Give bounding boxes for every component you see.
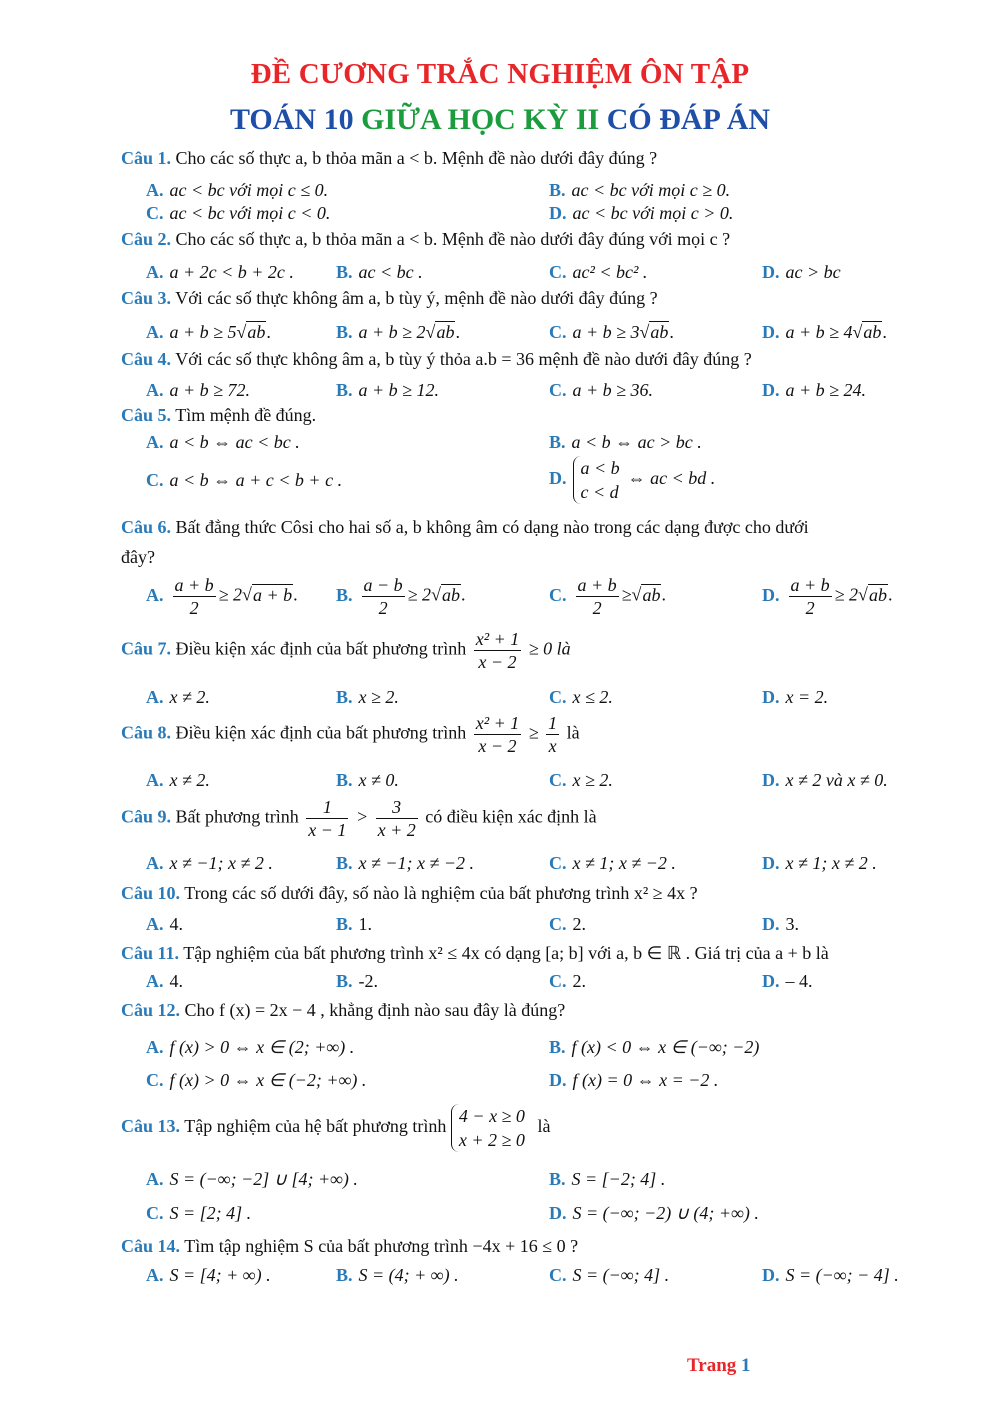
question-text: Tập nghiệm của bất phương trình x² ≤ 4x có dạng [a; b] với a, b ∈ ℝ . Giá trị của a + b là — [183, 943, 829, 963]
question-text: Bất đẳng thức Côsi cho hai số a, b không âm có dạng nào trong các dạng được cho dưới — [175, 517, 809, 537]
options-row — [0, 203, 1000, 227]
question-6-continued: đây? — [121, 547, 155, 567]
option-b[interactable]: B. x ≥ 2. — [336, 687, 399, 707]
question-text: Điều kiện xác định của bất phương trình — [175, 722, 467, 743]
question-2 — [121, 228, 951, 250]
options-row — [0, 380, 1000, 404]
option-b[interactable]: B. x ≠ −1; x ≠ −2 . — [336, 853, 475, 873]
option-d[interactable]: D. ac > bc — [762, 262, 841, 282]
option-c[interactable]: C. x ≤ 2. — [549, 687, 613, 707]
question-text: Cho các số thực a, b thỏa mãn a < b. Mệnh đề nào dưới đây đúng với mọi c ? — [175, 229, 731, 249]
question-text: Với các số thực không âm a, b tùy ý thỏa a.b = 36 mệnh đề nào dưới đây đúng ? — [175, 349, 752, 369]
title-part-1: TOÁN 10 — [229, 103, 362, 136]
question-12 — [121, 999, 951, 1021]
question-9: Câu 9. Bất phương trình $\frac{1}{x - 1}$ > $\frac{3}{x + 2}$ có điều kiện xác định là — [121, 797, 597, 840]
option-c[interactable]: C. a + b ≥ 36. — [549, 380, 654, 400]
option-c[interactable]: C. a + b ≥ 3√ab. — [549, 322, 674, 342]
question-text: Trong các số dưới đây, số nào là nghiệm của bất phương trình x² ≥ 4x ? — [184, 883, 698, 903]
option-d[interactable]: D. x ≠ 2 và x ≠ 0. — [762, 770, 888, 790]
question-label: Câu 14. — [121, 1236, 181, 1256]
options-row — [0, 971, 1000, 995]
question-8: Câu 8. Điều kiện xác định của bất phương trình $\frac{\text{x² + 1}}{x - 2}$ ≥ $\frac{1}{x}$ là — [121, 713, 580, 756]
option-d[interactable]: D. a + b ≥ 4√ab. — [762, 322, 887, 342]
question-6 — [121, 516, 951, 538]
option-a[interactable]: A. a + b ≥ 72. — [146, 380, 251, 400]
option-a[interactable]: A. x ≠ 2. — [146, 687, 210, 707]
question-text: Điều kiện xác định của bất phương trình — [175, 638, 467, 659]
option-c[interactable]: C. 2. — [549, 971, 586, 991]
option-a[interactable]: A. x ≠ 2. — [146, 770, 210, 790]
options-row — [0, 914, 1000, 938]
option-a[interactable]: A. S = [4; + ∞) . — [146, 1265, 271, 1285]
option-b[interactable]: B. a < b ⇔ ac > bc . — [549, 432, 702, 452]
question-label: Câu 2. — [121, 229, 172, 249]
option-d[interactable]: D. – 4. — [762, 971, 813, 991]
option-c[interactable]: C. S = (−∞; 4] . — [549, 1265, 670, 1285]
option-c[interactable]: C. x ≠ 1; x ≠ −2 . — [549, 853, 676, 873]
page-label: Trang — [687, 1355, 742, 1376]
option-b[interactable]: B. S = [−2; 4] . — [549, 1169, 666, 1189]
option-b[interactable]: B. f (x) < 0 ⇔ x ∈ (−∞; −2) — [549, 1037, 760, 1057]
question-text: Tập nghiệm của hệ bất phương trình — [184, 1116, 447, 1137]
option-d[interactable]: D. 3. — [762, 914, 799, 934]
options-row — [0, 1037, 1000, 1061]
title-part-2: GIỮA HỌC KỲ II — [361, 103, 607, 136]
option-d[interactable]: D. a + b ≥ 24. — [762, 380, 867, 400]
options-row — [0, 432, 1000, 456]
option-c[interactable]: C. S = [2; 4] . — [146, 1203, 252, 1223]
option-d[interactable]: D. f (x) = 0 ⇔ x = −2 . — [549, 1070, 719, 1090]
options-row — [0, 322, 1000, 346]
options-row — [0, 1265, 1000, 1289]
question-text: Cho f (x) = 2x − 4 , khẳng định nào sau đây là đúng? — [184, 1000, 566, 1020]
option-a[interactable]: A. $\frac{a + b}{2}$ ≥ 2√a + b. — [146, 575, 298, 618]
options-row — [0, 770, 1000, 794]
question-label: Câu 11. — [121, 943, 180, 963]
title-line-2 — [0, 103, 1000, 137]
system-brace: 4 − x ≥ 0 x + 2 ≥ 0 — [451, 1104, 529, 1152]
option-c[interactable]: C. x ≥ 2. — [549, 770, 613, 790]
question-label: Câu 13. — [121, 1116, 181, 1137]
option-b[interactable]: B. ac < bc . — [336, 262, 423, 282]
option-b[interactable]: B. 1. — [336, 914, 373, 934]
question-label: Câu 4. — [121, 349, 172, 369]
question-3 — [121, 287, 951, 309]
option-c[interactable]: C. ac < bc với mọi c < 0. — [146, 203, 331, 223]
options-row — [0, 262, 1000, 286]
question-text: Tìm mệnh đề đúng. — [175, 405, 317, 425]
question-label: Câu 8. — [121, 722, 172, 743]
question-label: Câu 9. — [121, 806, 172, 827]
option-a[interactable]: A. a < b ⇔ ac < bc . — [146, 432, 300, 452]
options-row — [0, 1203, 1000, 1227]
option-a[interactable]: A. a + 2c < b + 2c . — [146, 262, 294, 282]
option-a[interactable]: A. S = (−∞; −2] ∪ [4; +∞) . — [146, 1169, 358, 1189]
options-row — [0, 180, 1000, 204]
question-4 — [121, 348, 951, 370]
question-label: Câu 1. — [121, 148, 172, 168]
question-label: Câu 12. — [121, 1000, 181, 1020]
options-row — [0, 1070, 1000, 1094]
option-b[interactable]: B. a + b ≥ 12. — [336, 380, 440, 400]
question-text: Cho các số thực a, b thỏa mãn a < b. Mệnh đề nào dưới đây đúng ? — [175, 148, 658, 168]
question-label: Câu 3. — [121, 288, 172, 308]
page-number: 1 — [741, 1355, 751, 1376]
question-label: Câu 10. — [121, 883, 181, 903]
option-d[interactable]: D. S = (−∞; − 4] . — [762, 1265, 899, 1285]
option-a[interactable]: A. f (x) > 0 ⇔ x ∈ (2; +∞) . — [146, 1037, 355, 1057]
options-row — [0, 574, 1000, 624]
system-brace: a < b c < d — [573, 456, 624, 504]
option-b[interactable]: B. $\frac{a - b}{2}$ ≥ 2√ab. — [336, 575, 466, 618]
question-13: Câu 13. Tập nghiệm của hệ bất phương trình 4 − x ≥ 0 x + 2 ≥ 0 là — [121, 1106, 551, 1150]
option-b[interactable]: B. ac < bc với mọi c ≥ 0. — [549, 180, 731, 200]
options-row — [0, 853, 1000, 877]
option-c[interactable]: C. ac² < bc² . — [549, 262, 648, 282]
option-c[interactable]: C. 2. — [549, 914, 586, 934]
option-c[interactable]: C. f (x) > 0 ⇔ x ∈ (−2; +∞) . — [146, 1070, 367, 1090]
options-row — [0, 687, 1000, 711]
option-d[interactable]: D. ac < bc với mọi c > 0. — [549, 203, 734, 223]
option-d[interactable]: D. S = (−∞; −2) ∪ (4; +∞) . — [549, 1203, 759, 1223]
option-d[interactable]: D. $\frac{a + b}{2}$ ≥ 2√ab. — [762, 575, 893, 618]
question-label: Câu 7. — [121, 638, 172, 659]
question-7: Câu 7. Điều kiện xác định của bất phương trình $\frac{\text{x² + 1}}{x - 2}$ ≥ 0 là — [121, 629, 571, 672]
option-b[interactable]: B. a + b ≥ 2√ab. — [336, 322, 460, 342]
question-5 — [121, 404, 951, 426]
title-line-1: ĐỀ CƯƠNG TRẮC NGHIỆM ÔN TẬP — [250, 58, 750, 90]
option-d[interactable]: D. x ≠ 1; x ≠ 2 . — [762, 853, 877, 873]
option-c[interactable]: C. $\frac{a + b}{2}$ ≥√ab. — [549, 575, 666, 618]
option-a[interactable]: A. 4. — [146, 914, 183, 934]
option-c[interactable]: C. a < b ⇔ a + c < b + c . — [146, 470, 343, 490]
question-14 — [121, 1235, 951, 1257]
option-b[interactable]: B. -2. — [336, 971, 379, 991]
question-text: Tìm tập nghiệm S của bất phương trình −4x + 16 ≤ 0 ? — [184, 1236, 579, 1256]
option-a[interactable]: A. 4. — [146, 971, 183, 991]
option-b[interactable]: B. S = (4; + ∞) . — [336, 1265, 459, 1285]
question-text: Với các số thực không âm a, b tùy ý, mệnh đề nào dưới đây đúng ? — [175, 288, 658, 308]
question-10 — [121, 882, 951, 904]
page-footer — [687, 1355, 751, 1377]
option-b[interactable]: B. x ≠ 0. — [336, 770, 399, 790]
question-11 — [121, 942, 951, 964]
question-label: Câu 5. — [121, 405, 172, 425]
question-label: Câu 6. — [121, 517, 172, 537]
option-d[interactable]: D. a < b c < d ⇔ ac < bd . — [549, 458, 716, 502]
option-d[interactable]: D. x = 2. — [762, 687, 829, 707]
option-a[interactable]: A. a + b ≥ 5√ab. — [146, 322, 271, 342]
option-a[interactable]: A. x ≠ −1; x ≠ 2 . — [146, 853, 273, 873]
options-row — [0, 1169, 1000, 1193]
option-a[interactable]: A. ac < bc với mọi c ≤ 0. — [146, 180, 329, 200]
question-1 — [121, 147, 951, 169]
title-part-3: CÓ ĐÁP ÁN — [606, 103, 771, 136]
options-row — [0, 456, 1000, 508]
question-text: Bất phương trình — [175, 806, 299, 827]
